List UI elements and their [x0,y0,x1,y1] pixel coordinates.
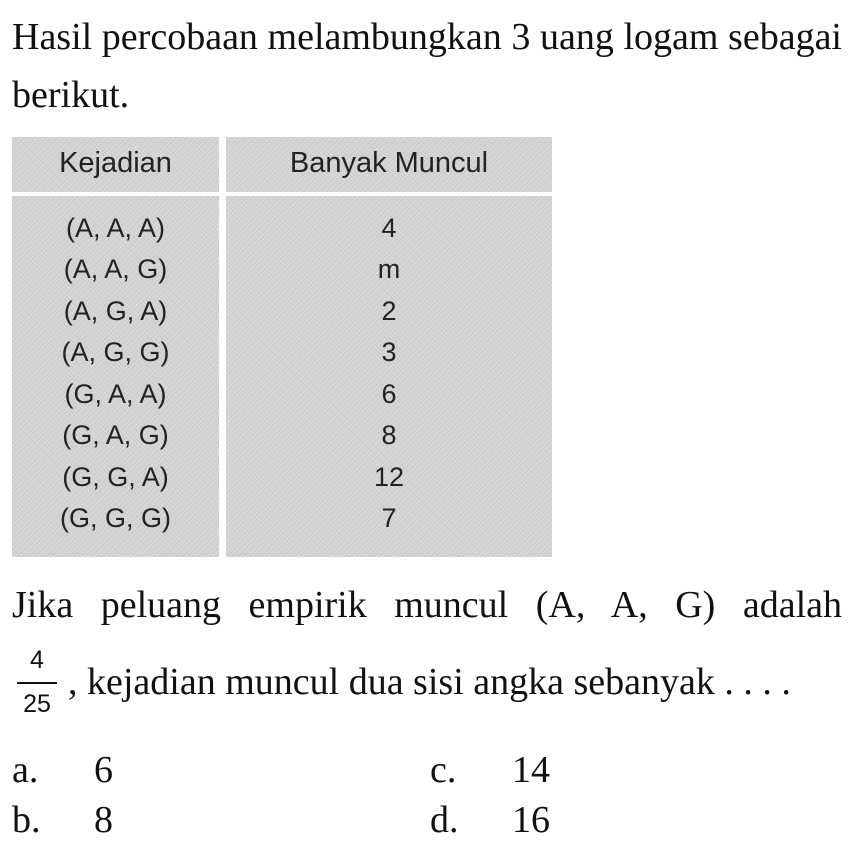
count-cell: m [377,254,401,284]
table-row [12,296,552,338]
fraction-denominator: 25 [23,690,51,718]
option-label: a. [12,749,39,791]
count-cell: 2 [381,296,397,326]
count-cell: 6 [381,379,397,409]
results-table [12,137,552,557]
question-line-1: Jika peluang empirik muncul (A, A, G) adalah [12,584,842,626]
event-cell: (G, A, A) [64,379,167,409]
table-row [12,254,552,296]
table-row [12,503,552,545]
option-value: 8 [94,799,113,841]
table-header-event: Kejadian [59,147,172,179]
option-label: c. [430,749,457,791]
event-cell: (A, A, G) [63,254,168,284]
event-cell: (G, G, G) [60,503,171,533]
count-cell: 3 [381,337,397,367]
table-row [12,379,552,421]
event-cell: (G, G, A) [62,462,169,492]
table-row [12,462,552,504]
option-a[interactable] [12,748,113,792]
option-value: 14 [512,749,550,791]
count-cell: 4 [381,213,397,243]
option-d[interactable] [430,798,550,842]
event-cell: (A, G, A) [63,296,168,326]
option-label: b. [12,799,41,841]
event-cell: (A, G, G) [61,337,170,367]
intro-text: Hasil percobaan melambungkan 3 uang logam sebagai berikut. [12,16,842,116]
option-label: d. [430,799,459,841]
event-cell: (G, A, G) [62,420,169,450]
event-cell: (A, A, A) [65,213,166,243]
table-row [12,337,552,379]
option-c[interactable] [430,748,550,792]
header-separator [12,192,552,196]
table-row [12,420,552,462]
fraction-bar [17,682,57,684]
option-b[interactable] [12,798,113,842]
table-header-count: Banyak Muncul [289,147,489,179]
question-line-2 [12,646,852,726]
count-cell: 12 [373,462,405,492]
option-value: 6 [94,749,113,791]
table-row [12,213,552,255]
option-value: 16 [512,799,550,841]
count-cell: 8 [381,420,397,450]
count-cell: 7 [381,503,397,533]
fraction-numerator: 4 [30,646,44,674]
question-line-2-text: , kejadian muncul dua sisi angka sebanyak . . . . [68,661,791,703]
